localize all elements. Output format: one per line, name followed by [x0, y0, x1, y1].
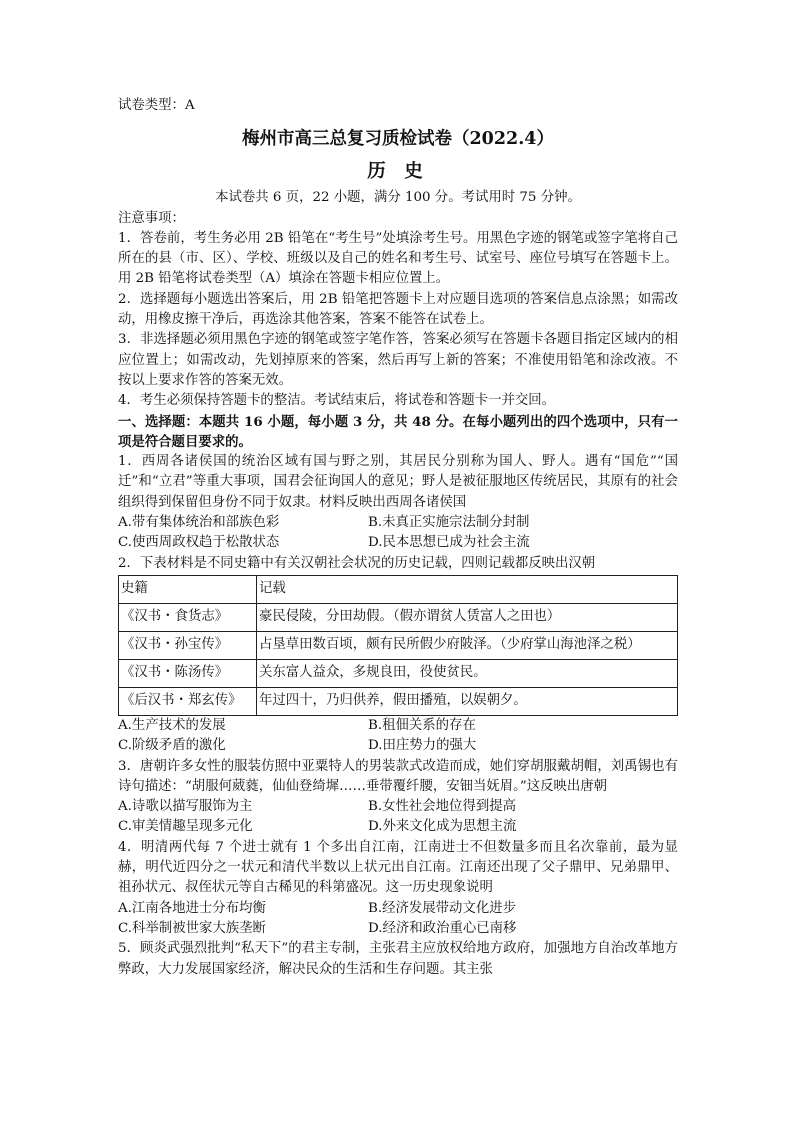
section-heading: 一、选择题：本题共 16 小题，每小题 3 分，共 48 分。在每小题列出的四个选项中，只有一项是符合题目要求的。: [118, 413, 678, 450]
notice-item: 2．选择题每小题选出答案后，用 2B 铅笔把答题卡上对应题目选项的答案信息点涂黑；如需改动，用橡皮擦干净后，再选涂其他答案，答案不能答在试卷上。: [118, 291, 678, 328]
option-a: A.带有集体统治和部族色彩: [118, 515, 280, 531]
option-a: A.江南各地进士分布均衡: [118, 900, 266, 916]
table-cell: 《汉书・孙宝传》: [119, 631, 257, 659]
table-row: [119, 659, 678, 687]
option-d: D.民本思想已成为社会主流: [368, 535, 530, 551]
table-cell: 《汉书・食货志》: [119, 603, 257, 631]
table-cell: 占垦草田数百顷，颇有民所假少府陂泽。（少府掌山海池泽之税）: [257, 631, 678, 659]
table-cell: 关东富人益众，多规良田，役使贫民。: [257, 659, 678, 687]
option-d: D.田庄势力的强大: [368, 738, 477, 754]
question-4-options: [118, 899, 678, 940]
question-2-options: [118, 716, 678, 757]
exam-page: [118, 96, 678, 980]
option-a: A.生产技术的发展: [118, 717, 226, 733]
option-c: C.使西周政权趋于松散状态: [118, 535, 280, 551]
option-b: B.未真正实施宗法制分封制: [368, 515, 530, 531]
table-cell: 豪民侵陵，分田劫假。（假亦谓贫人赁富人之田也）: [257, 603, 678, 631]
option-d: D.外来文化成为思想主流: [368, 819, 517, 835]
option-c: C.阶级矛盾的激化: [118, 738, 226, 754]
question-4-stem: 4．明清两代每 7 个进士就有 1 个多出自江南，江南进士不但数量多而且名次靠前，最为显赫，明代近四分之一状元和清代半数以上状元出自江南。江南还出现了父子鼎甲、兄弟鼎甲、祖孙状元、叔侄状元等自古稀见的科第盛况。这一历史现象说明: [118, 839, 678, 896]
question-5-stem: 5．顾炎武强烈批判“私天下”的君主专制，主张君主应放权给地方政府，加强地方自治改革地方弊政，大力发展国家经济，解决民众的生活和生存问题。其主张: [118, 941, 678, 977]
notice-item: 4．考生必须保持答题卡的整洁。考试结束后，将试卷和答题卡一并交回。: [118, 393, 556, 409]
option-d: D.经济和政治重心已南移: [368, 920, 517, 936]
option-a: A.诗歌以描写服饰为主: [118, 799, 253, 815]
question-1-stem: 1．西周各诸侯国的统治区域有国与野之别，其居民分别称为国人、野人。遇有“国危”“国迁”和“立君”等重大事项，国君会征询国人的意见；野人是被征服地区传统居民，其原有的社会组织得到保留但身份不同于奴隶。材料反映出西周各诸侯国: [118, 454, 678, 510]
option-b: B.租佃关系的存在: [368, 717, 476, 733]
notice-heading: 注意事项：: [118, 210, 185, 226]
table-cell: 《后汉书・郑玄传》: [119, 687, 257, 715]
option-c: C.审美情趣呈现多元化: [118, 819, 253, 835]
table-header-cell: 记载: [257, 575, 678, 603]
table-header-row: [119, 575, 678, 603]
table-row: [119, 631, 678, 659]
question-3-options: [118, 797, 678, 838]
exam-summary: 本试卷共 6 页，22 小题，满分 100 分。考试用时 75 分钟。: [215, 190, 581, 206]
exam-title: 梅州市高三总复习质检试卷（2022.4）: [242, 129, 554, 150]
table-cell: 《汉书・陈汤传》: [119, 659, 257, 687]
table-header-cell: 史籍: [119, 575, 257, 603]
question-3-stem: 3．唐朝许多女性的服装仿照中亚粟特人的男装款式改造而成，她们穿胡服戴胡帽，刘禹锡也有诗句描述：“胡服何葳蕤，仙仙登绮墀……垂带覆纤腰，安钿当妩眉。”这反映出唐朝: [118, 758, 678, 794]
table-row: [119, 603, 678, 631]
source-table: [118, 575, 678, 716]
table-row: [119, 687, 678, 715]
option-c: C.科举制被世家大族垄断: [118, 920, 266, 936]
notice-item: 1．答卷前，考生务必用 2B 铅笔在“考生号”处填涂考生号。用黑色字迹的钢笔或签字笔将自己所在的县（市、区）、学校、班级以及自己的姓名和考生号、试室号、座位号填写在答题卡上。用 2B 铅笔将试卷类型（A）填涂在答题卡相应位置上。: [118, 230, 678, 287]
option-b: B.女性社会地位得到提高: [368, 799, 517, 815]
paper-type: 试卷类型：A: [118, 98, 195, 113]
option-b: B.经济发展带动文化进步: [368, 900, 517, 916]
notice-item: 3．非选择题必须用黑色字迹的钢笔或签字笔作答，答案必须写在答题卡各题目指定区域内的相应位置上；如需改动，先划掉原来的答案，然后再写上新的答案；不准使用铅笔和涂改液。不按以上要求作答的答案无效。: [118, 332, 678, 388]
question-1-options: [118, 513, 678, 554]
question-2-stem: 2．下表材料是不同史籍中有关汉朝社会状况的历史记载，四则记载都反映出汉朝: [118, 555, 596, 571]
table-cell: 年过四十，乃归供养，假田播殖，以娱朝夕。: [257, 687, 678, 715]
subject-title: 历 史: [367, 161, 429, 183]
